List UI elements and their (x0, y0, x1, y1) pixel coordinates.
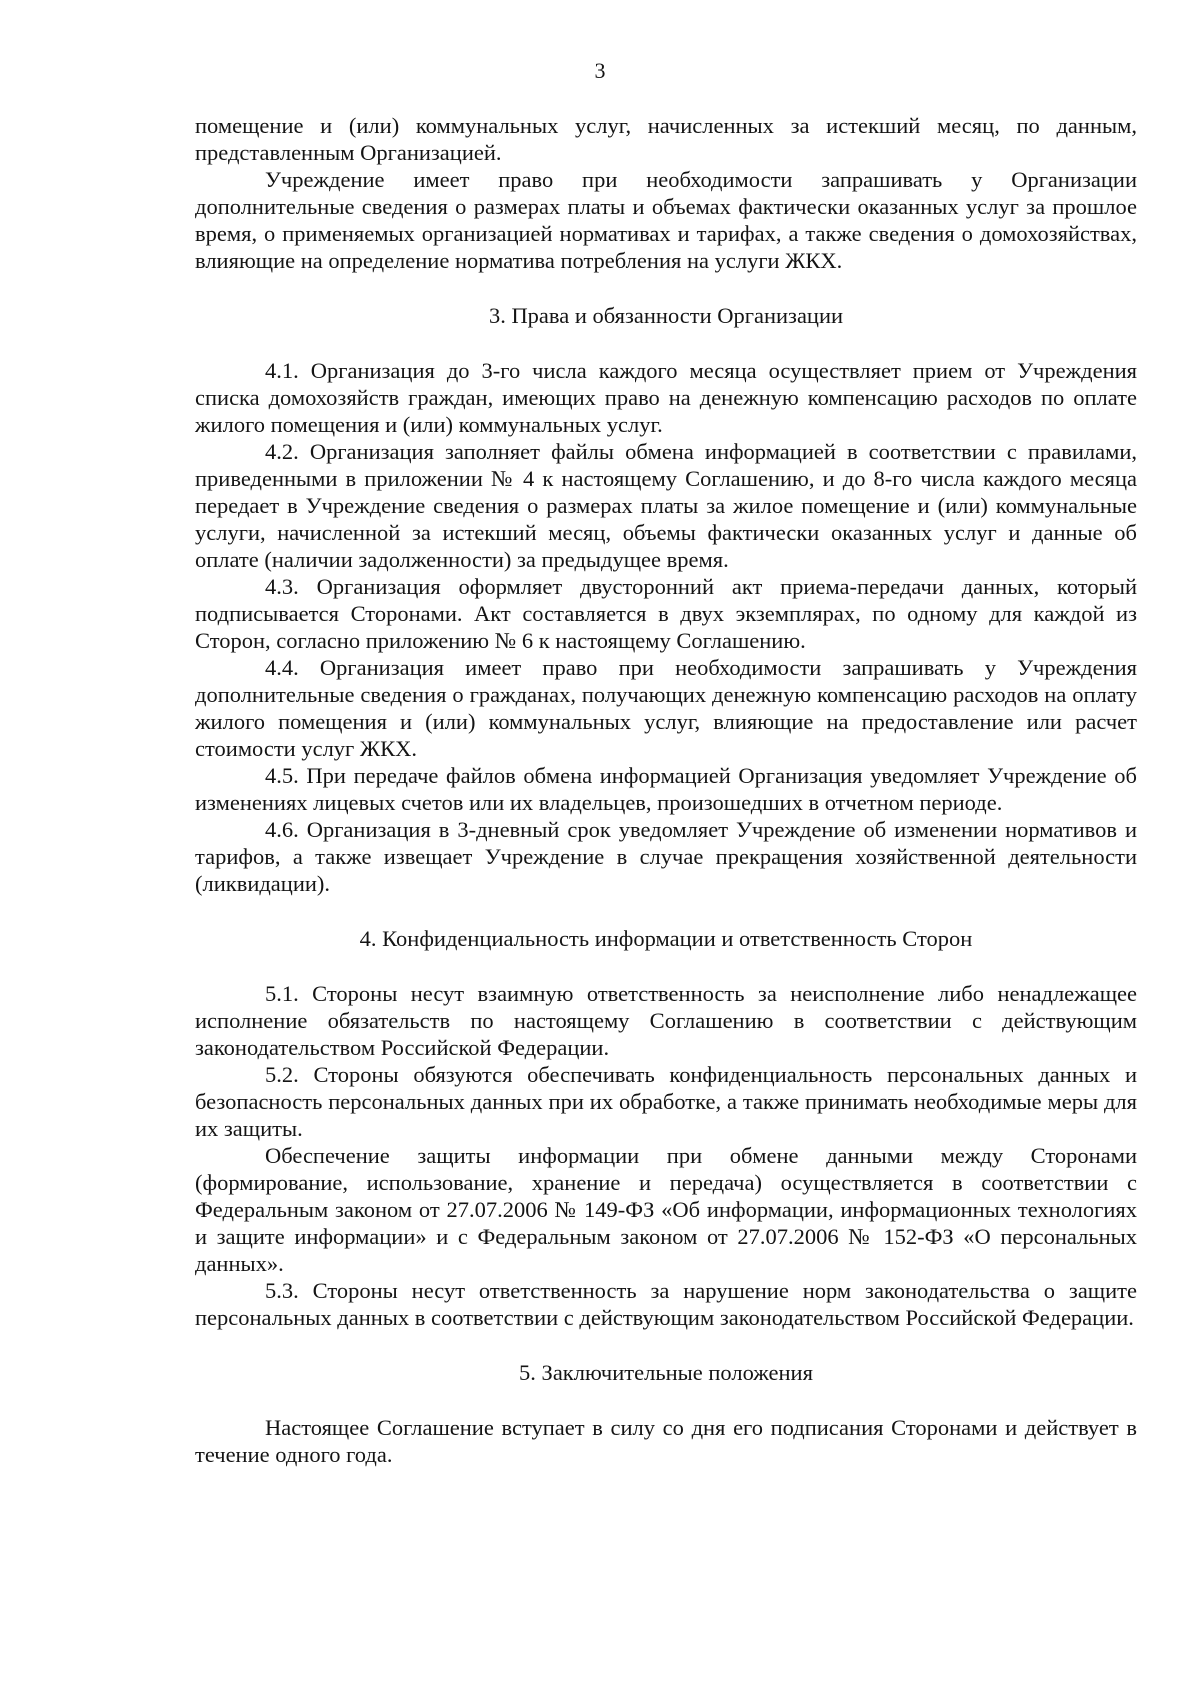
clause-4-2: 4.2. Организация заполняет файлы обмена информацией в соответствии с правилами, приведенными в приложении № 4 к настоящему Соглашению, и до 8-го числа каждого месяца передает в Учреждение сведения о размерах платы за жилое помещение и (или) коммунальные услуги, начисленной за истекший месяц, объемы фактически оказанных услуг и данные об оплате (наличии задолженности) за предыдущее время. (195, 439, 1137, 572)
clause-5-2: 5.2. Стороны обязуются обеспечивать конфиденциальность персональных данных и безопасность персональных данных при их обработке, а также принимать необходимые меры для их защиты. (195, 1062, 1137, 1141)
clause-4-1: 4.1. Организация до 3-го числа каждого месяца осуществляет прием от Учреждения списка домохозяйств граждан, имеющих право на денежную компенсацию расходов по оплате жилого помещения и (или) коммунальных услуг. (195, 358, 1137, 437)
document-body (195, 112, 1137, 1468)
clause-5-1: 5.1. Стороны несут взаимную ответственность за неисполнение либо ненадлежащее исполнение обязательств по настоящему Соглашению в соответствии с действующим законодательством Российской Федерации. (195, 981, 1137, 1060)
section-5-heading: 5. Заключительные положения (519, 1360, 813, 1385)
clause-4-3: 4.3. Организация оформляет двусторонний акт приема-передачи данных, который подписывается Сторонами. Акт составляется в двух экземплярах, по одному для каждой из Сторон, согласно приложению № 6 к настоящему Соглашению. (195, 574, 1137, 653)
intro-paragraph-2: Учреждение имеет право при необходимости запрашивать у Организации дополнительные сведения о размерах платы и объемах фактически оказанных услуг за прошлое время, о применяемых организацией нормативах и тарифах, а также сведения о домохозяйствах, влияющие на определение норматива потребления на услуги ЖКХ. (195, 167, 1137, 273)
page-number: 3 (594, 58, 606, 83)
clause-5-3: 5.3. Стороны несут ответственность за нарушение норм законодательства о защите персональных данных в соответствии с действующим законодательством Российской Федерации. (195, 1278, 1137, 1330)
clause-4-5: 4.5. При передаче файлов обмена информацией Организация уведомляет Учреждение об изменениях лицевых счетов или их владельцев, произошедших в отчетном периоде. (195, 763, 1137, 815)
intro-paragraph-1: помещение и (или) коммунальных услуг, начисленных за истекший месяц, по данным, представленным Организацией. (195, 113, 1137, 165)
final-provision-paragraph: Настоящее Соглашение вступает в силу со дня его подписания Сторонами и действует в течение одного года. (195, 1415, 1137, 1467)
section-3-heading: 3. Права и обязанности Организации (488, 303, 844, 328)
clause-4-4: 4.4. Организация имеет право при необходимости запрашивать у Учреждения дополнительные сведения о гражданах, получающих денежную компенсацию расходов на оплату жилого помещения и (или) коммунальных услуг, влияющие на предоставление или расчет стоимости услуг ЖКХ. (195, 655, 1137, 761)
clause-4-6: 4.6. Организация в 3-дневный срок уведомляет Учреждение об изменении нормативов и тарифов, а также извещает Учреждение в случае прекращения хозяйственной деятельности (ликвидации). (195, 817, 1137, 896)
clause-5-2-protection: Обеспечение защиты информации при обмене данными между Сторонами (формирование, использование, хранение и передача) осуществляется в соответствии с Федеральным законом от 27.07.2006 № 149-ФЗ «Об информации, информационных технологиях и защите информации» и с Федеральным законом от 27.07.2006 № 152-ФЗ «О персональных данных». (195, 1143, 1137, 1276)
section-4-heading: 4. Конфиденциальность информации и ответственность Сторон (359, 926, 973, 951)
